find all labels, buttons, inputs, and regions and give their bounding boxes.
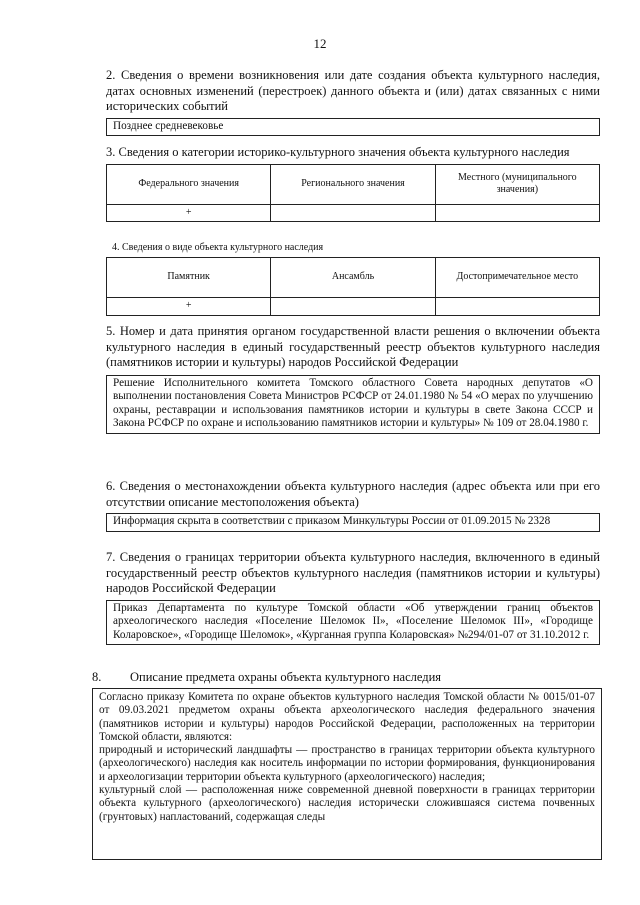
- type-landmark-header: Достопримечательное место: [435, 258, 599, 298]
- section-5: [106, 324, 600, 434]
- section-8-paragraph: природный и исторический ландшафты — пространство в границах территории объекта культурного (археологического) наследия как носитель информации по истории формирования, функционирования и археологизации территории объекта культурного (археологического) наследия;: [99, 744, 595, 783]
- section-6-heading: 6. Сведения о местонахождении объекта культурного наследия (адрес объекта или при его отсутствии описание местоположения объекта): [106, 479, 600, 509]
- section-7: [106, 550, 600, 645]
- section-2: [106, 68, 600, 136]
- section-5-value: Решение Исполнительного комитета Томского областного Совета народных депутатов «О выполнении постановления Совета Министров РСФСР от 24.01.1980 № 54 «О мерах по улучшению охраны, реставрации и использования памятников истории и культуры в свете Закона СССР и Закона РСФСР по охране и использованию памятников истории и культуры» № 109 от 28.04.1980 г.: [113, 376, 593, 430]
- section-2-value-box: [106, 118, 600, 137]
- type-ensemble-mark: [271, 298, 435, 316]
- section-6-value-box: [106, 513, 600, 532]
- category-local-mark: [435, 204, 599, 222]
- category-local-header: Местного (муниципального значения): [435, 164, 599, 204]
- page-number: 12: [313, 36, 327, 51]
- type-landmark-mark: [435, 298, 599, 316]
- type-ensemble-header: Ансамбль: [271, 258, 435, 298]
- section-8-paragraph: Согласно приказу Комитета по охране объектов культурного наследия Томской области № 0015/01-07 от 09.03.2021 предметом охраны объекта археологического наследия федерального значения (памятников истории и культуры) народов Российской Федерации, расположенных на территории Томской области, являются:: [99, 691, 595, 743]
- category-regional-header: Регионального значения: [271, 164, 435, 204]
- section-8-value-box: [92, 688, 602, 860]
- section-7-heading: 7. Сведения о границах территории объекта культурного наследия, включенного в единый государственный реестр объектов культурного наследия (памятников истории и культуры) народов Российской Федерации: [106, 550, 600, 595]
- section-2-value: Позднее средневековье: [113, 119, 224, 132]
- section-8: [92, 670, 602, 860]
- section-3: [106, 145, 600, 222]
- category-federal-header: Федерального значения: [107, 164, 271, 204]
- section-2-heading: 2. Сведения о времени возникновения или дате создания объекта культурного наследия, датах основных изменений (перестроек) данного объекта и (или) датах связанных с ними исторических событий: [106, 68, 600, 113]
- section-8-paragraph: культурный слой — расположенная ниже современной дневной поверхности в границах территории объекта культурного (археологического) наследия исторически сложившаяся система почвенных (грунтовых) напластований, содержащая следы: [99, 784, 595, 823]
- type-monument-mark: +: [107, 298, 271, 316]
- type-monument-header: Памятник: [107, 258, 271, 298]
- section-4-heading: 4. Сведения о виде объекта культурного наследия: [112, 242, 324, 253]
- section-6: [106, 479, 600, 532]
- section-5-heading: 5. Номер и дата принятия органом государственной власти решения о включении объекта культурного наследия в единый государственный реестр объектов культурного наследия (памятников истории и культуры) народов Российской Федерации: [106, 324, 600, 369]
- type-table: [106, 257, 600, 316]
- section-3-heading: 3. Сведения о категории историко-культурного значения объекта культурного наследия: [106, 145, 570, 159]
- section-8-number: 8.: [92, 670, 102, 684]
- category-table: [106, 164, 600, 223]
- section-4: [106, 241, 600, 316]
- section-8-title: Описание предмета охраны объекта культурного наследия: [130, 670, 442, 684]
- category-regional-mark: [271, 204, 435, 222]
- section-6-value: Информация скрыта в соответствии с приказом Минкультуры России от 01.09.2015 № 2328: [113, 515, 551, 527]
- category-federal-mark: +: [107, 204, 271, 222]
- section-5-value-box: [106, 375, 600, 434]
- section-7-value: Приказ Департамента по культуре Томской области «Об утверждении границ объектов археологического наследия «Поселение Шеломок II», «Поселение Шеломок III», «Городище Коларовское», «Городище Шеломок», «Курганная группа Коларовская» №294/01-07 от 31.10.2012 г.: [113, 601, 593, 641]
- section-7-value-box: [106, 600, 600, 646]
- section-8-title-row: [92, 670, 602, 685]
